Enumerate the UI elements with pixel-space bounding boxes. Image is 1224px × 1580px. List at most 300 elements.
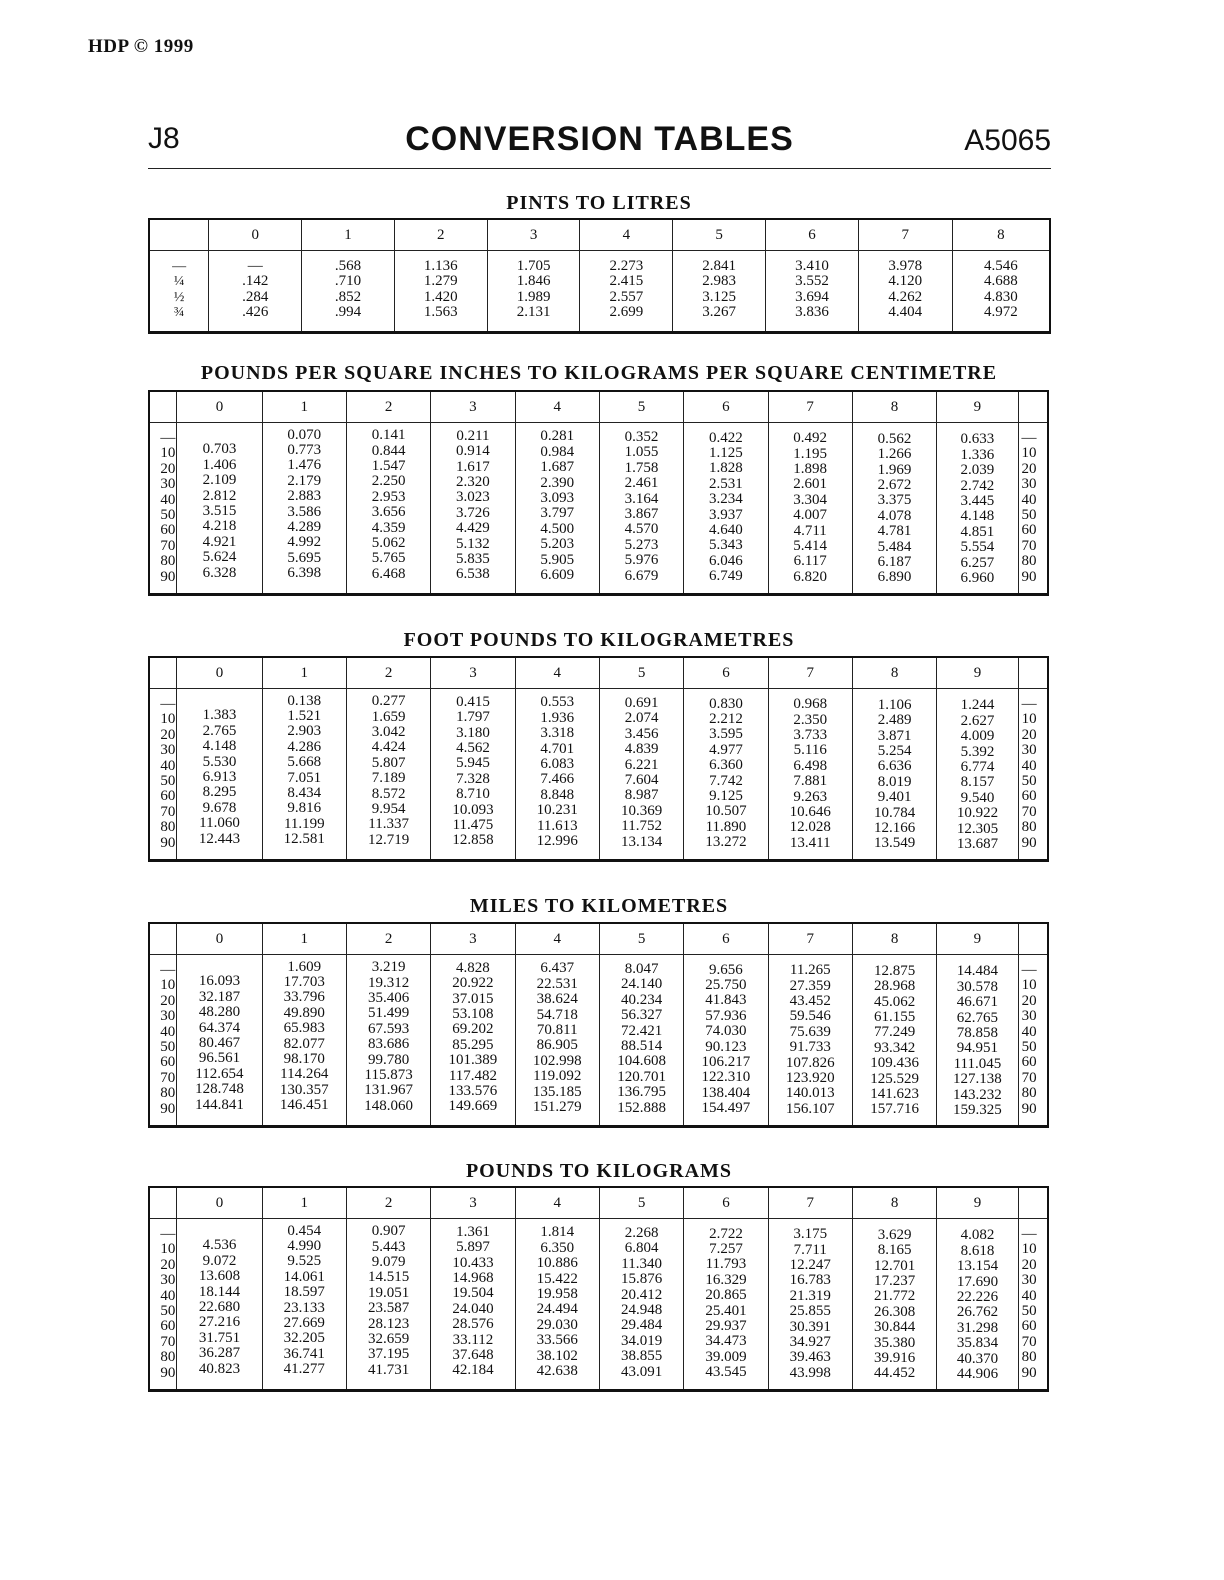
value-cell: 2.131 xyxy=(516,304,551,321)
row-labels xyxy=(1018,689,1048,861)
value-cell: 37.195 xyxy=(368,1346,410,1363)
value-cell: 29.030 xyxy=(536,1316,578,1333)
value-cell: 4.120 xyxy=(888,273,923,290)
value-cell: 10.433 xyxy=(452,1254,494,1271)
value-cell: 82.077 xyxy=(283,1035,325,1052)
value-cell: 6.468 xyxy=(371,565,406,582)
value-cell: 13.154 xyxy=(956,1258,999,1275)
value-cell: 32.659 xyxy=(368,1331,410,1348)
value-cell: 102.998 xyxy=(532,1052,582,1069)
value-cell: 3.267 xyxy=(702,304,737,321)
value-cell: 157.716 xyxy=(870,1101,919,1118)
value-cell: 44.452 xyxy=(873,1365,916,1382)
value-cell: 136.795 xyxy=(617,1084,666,1101)
value-cell: 14.968 xyxy=(452,1270,494,1287)
value-cell: 44.906 xyxy=(956,1366,999,1383)
table-psi-to-kg-per-cm2 xyxy=(148,390,1049,596)
value-cell: 4.546 xyxy=(983,258,1018,274)
table-miles-to-kilometres xyxy=(148,922,1049,1128)
column-header: 4 xyxy=(515,657,599,689)
value-cell: 1.705 xyxy=(516,258,551,274)
value-column xyxy=(937,423,1018,595)
value-cell: 5.392 xyxy=(960,743,995,760)
column-header: 2 xyxy=(346,391,430,423)
value-cell: 10.922 xyxy=(956,805,999,822)
value-cell: 11.265 xyxy=(789,962,831,979)
value-cell: 111.045 xyxy=(953,1055,1002,1072)
value-cell: 26.308 xyxy=(873,1303,916,1320)
value-cell: 3.042 xyxy=(371,724,406,740)
value-cell: 2.983 xyxy=(702,273,737,290)
value-cell: 122.310 xyxy=(701,1069,751,1086)
value-column xyxy=(852,423,936,595)
value-cell: 0.277 xyxy=(371,693,406,710)
value-cell: 14.515 xyxy=(368,1269,410,1286)
value-cell: 1.797 xyxy=(456,709,490,726)
value-cell: 32.205 xyxy=(283,1330,325,1347)
value-cell: 114.264 xyxy=(280,1066,329,1083)
value-cell: 1.136 xyxy=(423,258,458,274)
value-cell: 27.216 xyxy=(198,1314,241,1331)
value-cell: 1.617 xyxy=(456,458,490,475)
row-label: 50 xyxy=(1021,507,1037,524)
value-cell: 138.404 xyxy=(701,1084,751,1101)
value-cell: 4.828 xyxy=(456,959,490,976)
row-labels xyxy=(149,251,209,333)
value-cell: 39.916 xyxy=(873,1350,916,1367)
value-cell: 7.881 xyxy=(793,773,828,790)
corner-cell xyxy=(149,923,177,955)
value-cell: 4.262 xyxy=(888,288,923,305)
value-cell: 8.019 xyxy=(877,773,912,790)
value-cell: 1.521 xyxy=(287,708,322,724)
value-cell: 3.093 xyxy=(540,490,575,507)
row-label: 40 xyxy=(1021,1287,1037,1304)
row-label: — xyxy=(160,430,176,446)
row-label: 10 xyxy=(160,1241,176,1258)
value-cell: 3.375 xyxy=(877,492,912,509)
value-cell: 24.948 xyxy=(620,1302,663,1319)
value-cell: 41.277 xyxy=(283,1361,325,1378)
value-cell: 35.406 xyxy=(367,990,410,1006)
value-cell: 7.604 xyxy=(624,772,659,789)
value-cell: .142 xyxy=(242,273,269,290)
value-cell: 5.554 xyxy=(960,539,995,556)
value-cell: 1.125 xyxy=(708,445,743,461)
column-header: 5 xyxy=(599,657,683,689)
value-cell: 10.093 xyxy=(452,801,494,818)
value-cell: 7.257 xyxy=(709,1241,743,1257)
value-cell: 75.639 xyxy=(789,1023,831,1040)
row-label: 30 xyxy=(160,476,176,493)
row-label: 20 xyxy=(160,726,176,743)
value-cell: 3.234 xyxy=(708,491,743,508)
value-cell: 2.250 xyxy=(371,473,406,490)
value-cell: 10.507 xyxy=(705,803,747,820)
value-cell: 6.774 xyxy=(960,759,995,776)
value-cell: 0.773 xyxy=(287,442,322,458)
value-cell: 36.741 xyxy=(283,1345,325,1362)
value-cell: 33.796 xyxy=(283,989,325,1006)
row-labels xyxy=(1018,955,1048,1127)
value-cell: 1.266 xyxy=(877,446,912,463)
column-header: 2 xyxy=(346,923,430,955)
value-cell xyxy=(177,427,261,442)
value-cell: 2.699 xyxy=(609,304,644,321)
header-divider xyxy=(148,168,1051,169)
row-label: 90 xyxy=(160,1100,176,1117)
value-cell: 2.601 xyxy=(793,476,828,493)
value-cell: 54.718 xyxy=(536,1006,578,1023)
value-cell: 6.679 xyxy=(624,567,659,584)
row-label: 40 xyxy=(160,1023,176,1040)
value-cell: 32.187 xyxy=(198,988,241,1005)
value-column xyxy=(768,689,852,861)
value-cell: 14.061 xyxy=(283,1268,325,1285)
value-cell: 146.451 xyxy=(279,1097,329,1114)
row-label: 80 xyxy=(160,819,176,836)
column-header: 0 xyxy=(177,923,262,955)
value-cell: 1.420 xyxy=(423,288,458,305)
value-cell: 34.473 xyxy=(705,1333,747,1350)
value-cell: 86.905 xyxy=(536,1037,578,1054)
value-column xyxy=(937,689,1018,861)
row-label: 20 xyxy=(160,992,176,1009)
column-header: 7 xyxy=(858,219,952,251)
row-label: — xyxy=(1021,1226,1037,1242)
row-label: 10 xyxy=(1021,711,1037,728)
value-cell: 35.380 xyxy=(873,1334,916,1351)
value-cell: 11.793 xyxy=(705,1256,747,1273)
value-cell: 1.106 xyxy=(877,696,912,713)
table-miles-title: MILES TO KILOMETRES xyxy=(469,895,729,917)
row-label: 60 xyxy=(1021,1054,1037,1071)
value-cell: 9.954 xyxy=(371,801,406,818)
column-header: 7 xyxy=(768,657,852,689)
value-cell: 41.843 xyxy=(705,992,747,1009)
value-cell: 1.687 xyxy=(540,459,575,476)
section-label: J8 xyxy=(148,122,180,155)
value-cell: 11.752 xyxy=(621,818,662,835)
column-header: 0 xyxy=(209,219,302,251)
value-cell: 2.765 xyxy=(202,722,237,739)
value-cell: 2.742 xyxy=(960,477,995,494)
value-cell: 5.273 xyxy=(624,536,659,553)
value-cell: 3.867 xyxy=(624,506,659,523)
value-column xyxy=(684,1219,768,1391)
value-cell: 78.858 xyxy=(956,1025,999,1042)
table-pounds-to-kilograms xyxy=(148,1186,1049,1392)
value-cell: 13.608 xyxy=(198,1268,241,1285)
value-cell: 91.733 xyxy=(789,1039,831,1056)
value-cell: 96.561 xyxy=(198,1050,241,1067)
value-cell: 40.370 xyxy=(956,1350,999,1367)
row-label: — xyxy=(172,259,187,274)
value-cell: 3.410 xyxy=(795,258,829,274)
value-cell: 8.157 xyxy=(960,774,995,791)
value-cell: 33.112 xyxy=(452,1331,494,1348)
value-cell: 1.279 xyxy=(423,273,458,290)
value-cell: 109.436 xyxy=(870,1055,919,1072)
value-cell: 9.079 xyxy=(371,1254,406,1270)
value-cell: 3.456 xyxy=(624,725,659,742)
value-cell: 5.132 xyxy=(456,535,490,552)
value-column xyxy=(302,251,395,333)
value-cell: 143.232 xyxy=(953,1086,1002,1103)
value-cell: 23.133 xyxy=(283,1299,325,1316)
value-cell: 3.733 xyxy=(793,727,828,743)
value-cell xyxy=(177,693,261,708)
value-cell: 39.009 xyxy=(705,1348,747,1365)
value-cell: 64.374 xyxy=(198,1019,241,1036)
value-column xyxy=(937,955,1018,1127)
value-cell: 69.202 xyxy=(452,1021,494,1038)
value-cell: 4.570 xyxy=(624,521,659,538)
row-label: 60 xyxy=(1021,522,1037,539)
value-cell: 72.421 xyxy=(620,1022,663,1039)
value-cell: 107.826 xyxy=(785,1054,835,1071)
row-label: 70 xyxy=(1021,803,1037,820)
value-cell: 30.578 xyxy=(956,978,999,995)
value-cell: 22.680 xyxy=(198,1299,241,1316)
row-labels xyxy=(1018,1219,1048,1391)
row-label: 30 xyxy=(1021,476,1037,493)
value-cell: .426 xyxy=(242,304,269,321)
value-cell: 6.890 xyxy=(877,569,912,586)
value-cell: 8.295 xyxy=(202,784,237,801)
value-cell: 3.937 xyxy=(708,506,743,523)
value-cell: 135.185 xyxy=(532,1083,582,1100)
row-label: 50 xyxy=(160,1303,176,1320)
value-cell: 3.595 xyxy=(709,726,743,743)
value-cell: 20.865 xyxy=(705,1287,747,1304)
row-label: 90 xyxy=(1021,568,1037,585)
value-cell: 4.007 xyxy=(793,507,828,524)
value-cell: 12.443 xyxy=(198,830,241,847)
value-cell: 8.434 xyxy=(287,785,322,802)
value-cell: 29.937 xyxy=(705,1318,747,1335)
value-cell: 12.305 xyxy=(956,820,999,837)
column-header: 1 xyxy=(262,923,346,955)
value-cell: 1.936 xyxy=(540,709,575,726)
row-label: 10 xyxy=(1021,1241,1037,1258)
value-cell: 2.557 xyxy=(609,288,644,305)
value-cell: 49.890 xyxy=(283,1004,325,1021)
value-cell: 1.758 xyxy=(624,459,659,476)
value-cell: 6.360 xyxy=(709,757,743,774)
value-cell: 4.711 xyxy=(793,522,827,539)
value-cell: 10.886 xyxy=(536,1255,578,1272)
row-label: 80 xyxy=(160,1349,176,1366)
value-column xyxy=(768,1219,852,1391)
value-cell: 3.694 xyxy=(795,288,829,305)
row-label: 90 xyxy=(1021,1364,1037,1381)
corner-cell xyxy=(1018,657,1048,689)
value-cell: 41.731 xyxy=(368,1361,410,1378)
value-column xyxy=(768,423,852,595)
value-column xyxy=(346,423,430,595)
row-label: 30 xyxy=(1021,742,1037,759)
row-label: 50 xyxy=(160,1039,176,1056)
column-header: 8 xyxy=(952,219,1050,251)
value-cell: 13.549 xyxy=(873,835,916,852)
value-cell: 0.984 xyxy=(540,443,575,460)
value-column xyxy=(209,251,302,333)
value-cell: 27.359 xyxy=(789,977,831,994)
column-header: 7 xyxy=(768,391,852,423)
value-cell: 2.268 xyxy=(624,1225,659,1241)
value-cell: 123.920 xyxy=(785,1070,835,1087)
column-header: 6 xyxy=(766,219,859,251)
value-cell: 5.203 xyxy=(540,536,575,553)
value-cell: 37.015 xyxy=(452,990,494,1007)
value-cell: 43.545 xyxy=(705,1364,747,1381)
table-pints-to-litres xyxy=(148,218,1051,334)
value-cell: 4.500 xyxy=(540,520,575,537)
value-cell: 3.726 xyxy=(456,504,490,521)
value-cell: 2.212 xyxy=(709,711,743,727)
value-cell: 0.141 xyxy=(371,427,406,444)
table-body-row xyxy=(149,955,1048,1127)
value-column xyxy=(177,955,262,1127)
column-header: 1 xyxy=(302,219,395,251)
value-column xyxy=(394,251,487,333)
value-cell: 80.467 xyxy=(198,1035,241,1052)
value-cell: 20.412 xyxy=(620,1286,663,1303)
value-cell: 9.072 xyxy=(202,1252,237,1269)
value-cell: 106.217 xyxy=(701,1054,751,1071)
value-cell: 0.703 xyxy=(202,441,237,458)
value-cell: 31.298 xyxy=(956,1319,999,1336)
value-column xyxy=(262,423,346,595)
row-label: 10 xyxy=(1021,445,1037,462)
value-cell: 3.797 xyxy=(540,505,575,522)
row-label: 70 xyxy=(160,537,176,554)
value-column xyxy=(515,1219,599,1391)
value-column xyxy=(599,1219,683,1391)
value-cell: 3.180 xyxy=(456,724,490,741)
value-column xyxy=(858,251,952,333)
table-header-row xyxy=(149,923,1048,955)
value-cell: 38.102 xyxy=(536,1347,578,1364)
value-cell: 3.164 xyxy=(624,490,659,507)
column-header: 5 xyxy=(599,923,683,955)
value-cell: 4.977 xyxy=(709,741,743,758)
row-label: 50 xyxy=(160,773,176,790)
value-cell: 8.165 xyxy=(877,1242,912,1259)
value-cell: 59.546 xyxy=(789,1008,831,1025)
value-cell: 9.263 xyxy=(793,788,828,805)
value-cell: 6.804 xyxy=(624,1240,659,1257)
value-cell: 0.968 xyxy=(793,696,828,713)
value-cell: 30.391 xyxy=(789,1318,831,1335)
row-label: 90 xyxy=(1021,834,1037,851)
column-header: 3 xyxy=(487,219,580,251)
value-cell: 1.659 xyxy=(371,708,406,725)
value-cell: 8.047 xyxy=(624,961,659,977)
value-cell: 4.289 xyxy=(287,519,322,536)
copyright-mark: HDP © 1999 xyxy=(88,36,194,57)
value-cell: 42.638 xyxy=(536,1363,578,1380)
value-cell: 2.273 xyxy=(609,258,644,274)
value-cell: 3.219 xyxy=(371,959,406,976)
value-cell: 1.989 xyxy=(516,288,551,305)
value-cell: 4.286 xyxy=(287,738,322,755)
value-cell: 53.108 xyxy=(452,1006,494,1023)
row-label: — xyxy=(1021,430,1037,446)
value-cell: 43.998 xyxy=(789,1364,831,1381)
value-column xyxy=(262,955,346,1127)
column-header: 8 xyxy=(852,923,936,955)
value-cell: 9.125 xyxy=(709,788,743,805)
value-cell: 18.597 xyxy=(283,1284,325,1301)
value-cell: 6.350 xyxy=(540,1239,575,1256)
value-cell: 9.540 xyxy=(960,789,995,806)
row-label: 90 xyxy=(160,1364,176,1381)
value-cell: 2.841 xyxy=(702,258,737,274)
table-header-row xyxy=(149,391,1048,423)
row-labels xyxy=(149,689,177,861)
row-label: 70 xyxy=(160,803,176,820)
value-cell: 6.960 xyxy=(960,570,995,587)
column-header: 9 xyxy=(937,657,1018,689)
value-cell: 20.922 xyxy=(452,975,494,992)
column-header: 4 xyxy=(515,923,599,955)
value-cell: 99.780 xyxy=(367,1051,410,1068)
corner-cell xyxy=(149,657,177,689)
value-cell: .710 xyxy=(334,273,362,290)
value-column xyxy=(673,251,766,333)
value-cell: 33.566 xyxy=(536,1332,578,1349)
value-cell: 5.807 xyxy=(371,754,406,771)
value-cell xyxy=(177,1223,261,1238)
value-cell: 40.823 xyxy=(198,1360,241,1377)
value-cell: 28.576 xyxy=(452,1316,494,1333)
value-cell: 2.109 xyxy=(202,472,237,489)
value-cell: 46.671 xyxy=(956,994,999,1011)
value-cell: 13.134 xyxy=(620,833,663,850)
value-cell: 12.166 xyxy=(873,820,916,837)
value-cell: 12.858 xyxy=(452,832,494,849)
value-cell: 128.748 xyxy=(195,1081,244,1098)
value-cell: 6.913 xyxy=(202,769,237,786)
value-cell: 31.751 xyxy=(198,1329,241,1346)
value-cell: 36.287 xyxy=(198,1345,241,1362)
value-column xyxy=(952,251,1050,333)
value-cell: 5.443 xyxy=(371,1238,406,1255)
value-cell: 85.295 xyxy=(452,1036,494,1053)
value-cell: 83.686 xyxy=(367,1036,410,1053)
value-cell: 6.749 xyxy=(708,568,743,585)
value-cell: 3.586 xyxy=(287,503,322,520)
value-cell: 65.983 xyxy=(283,1020,325,1037)
table-pounds-title: POUNDS TO KILOGRAMS xyxy=(465,1160,733,1182)
value-cell: 141.623 xyxy=(870,1086,919,1103)
value-cell: 4.009 xyxy=(960,728,995,745)
value-cell: 4.404 xyxy=(888,304,923,321)
value-cell: 12.581 xyxy=(283,831,325,848)
value-cell: 5.414 xyxy=(793,538,828,555)
value-cell: 8.618 xyxy=(960,1242,995,1259)
row-label: 70 xyxy=(160,1069,176,1086)
row-label: 80 xyxy=(1021,819,1037,836)
column-header: 1 xyxy=(262,657,346,689)
column-header: 4 xyxy=(515,391,599,423)
value-column xyxy=(177,423,262,595)
value-cell: 7.189 xyxy=(371,770,406,787)
value-cell: 9.678 xyxy=(202,799,237,816)
column-header: 1 xyxy=(262,391,346,423)
